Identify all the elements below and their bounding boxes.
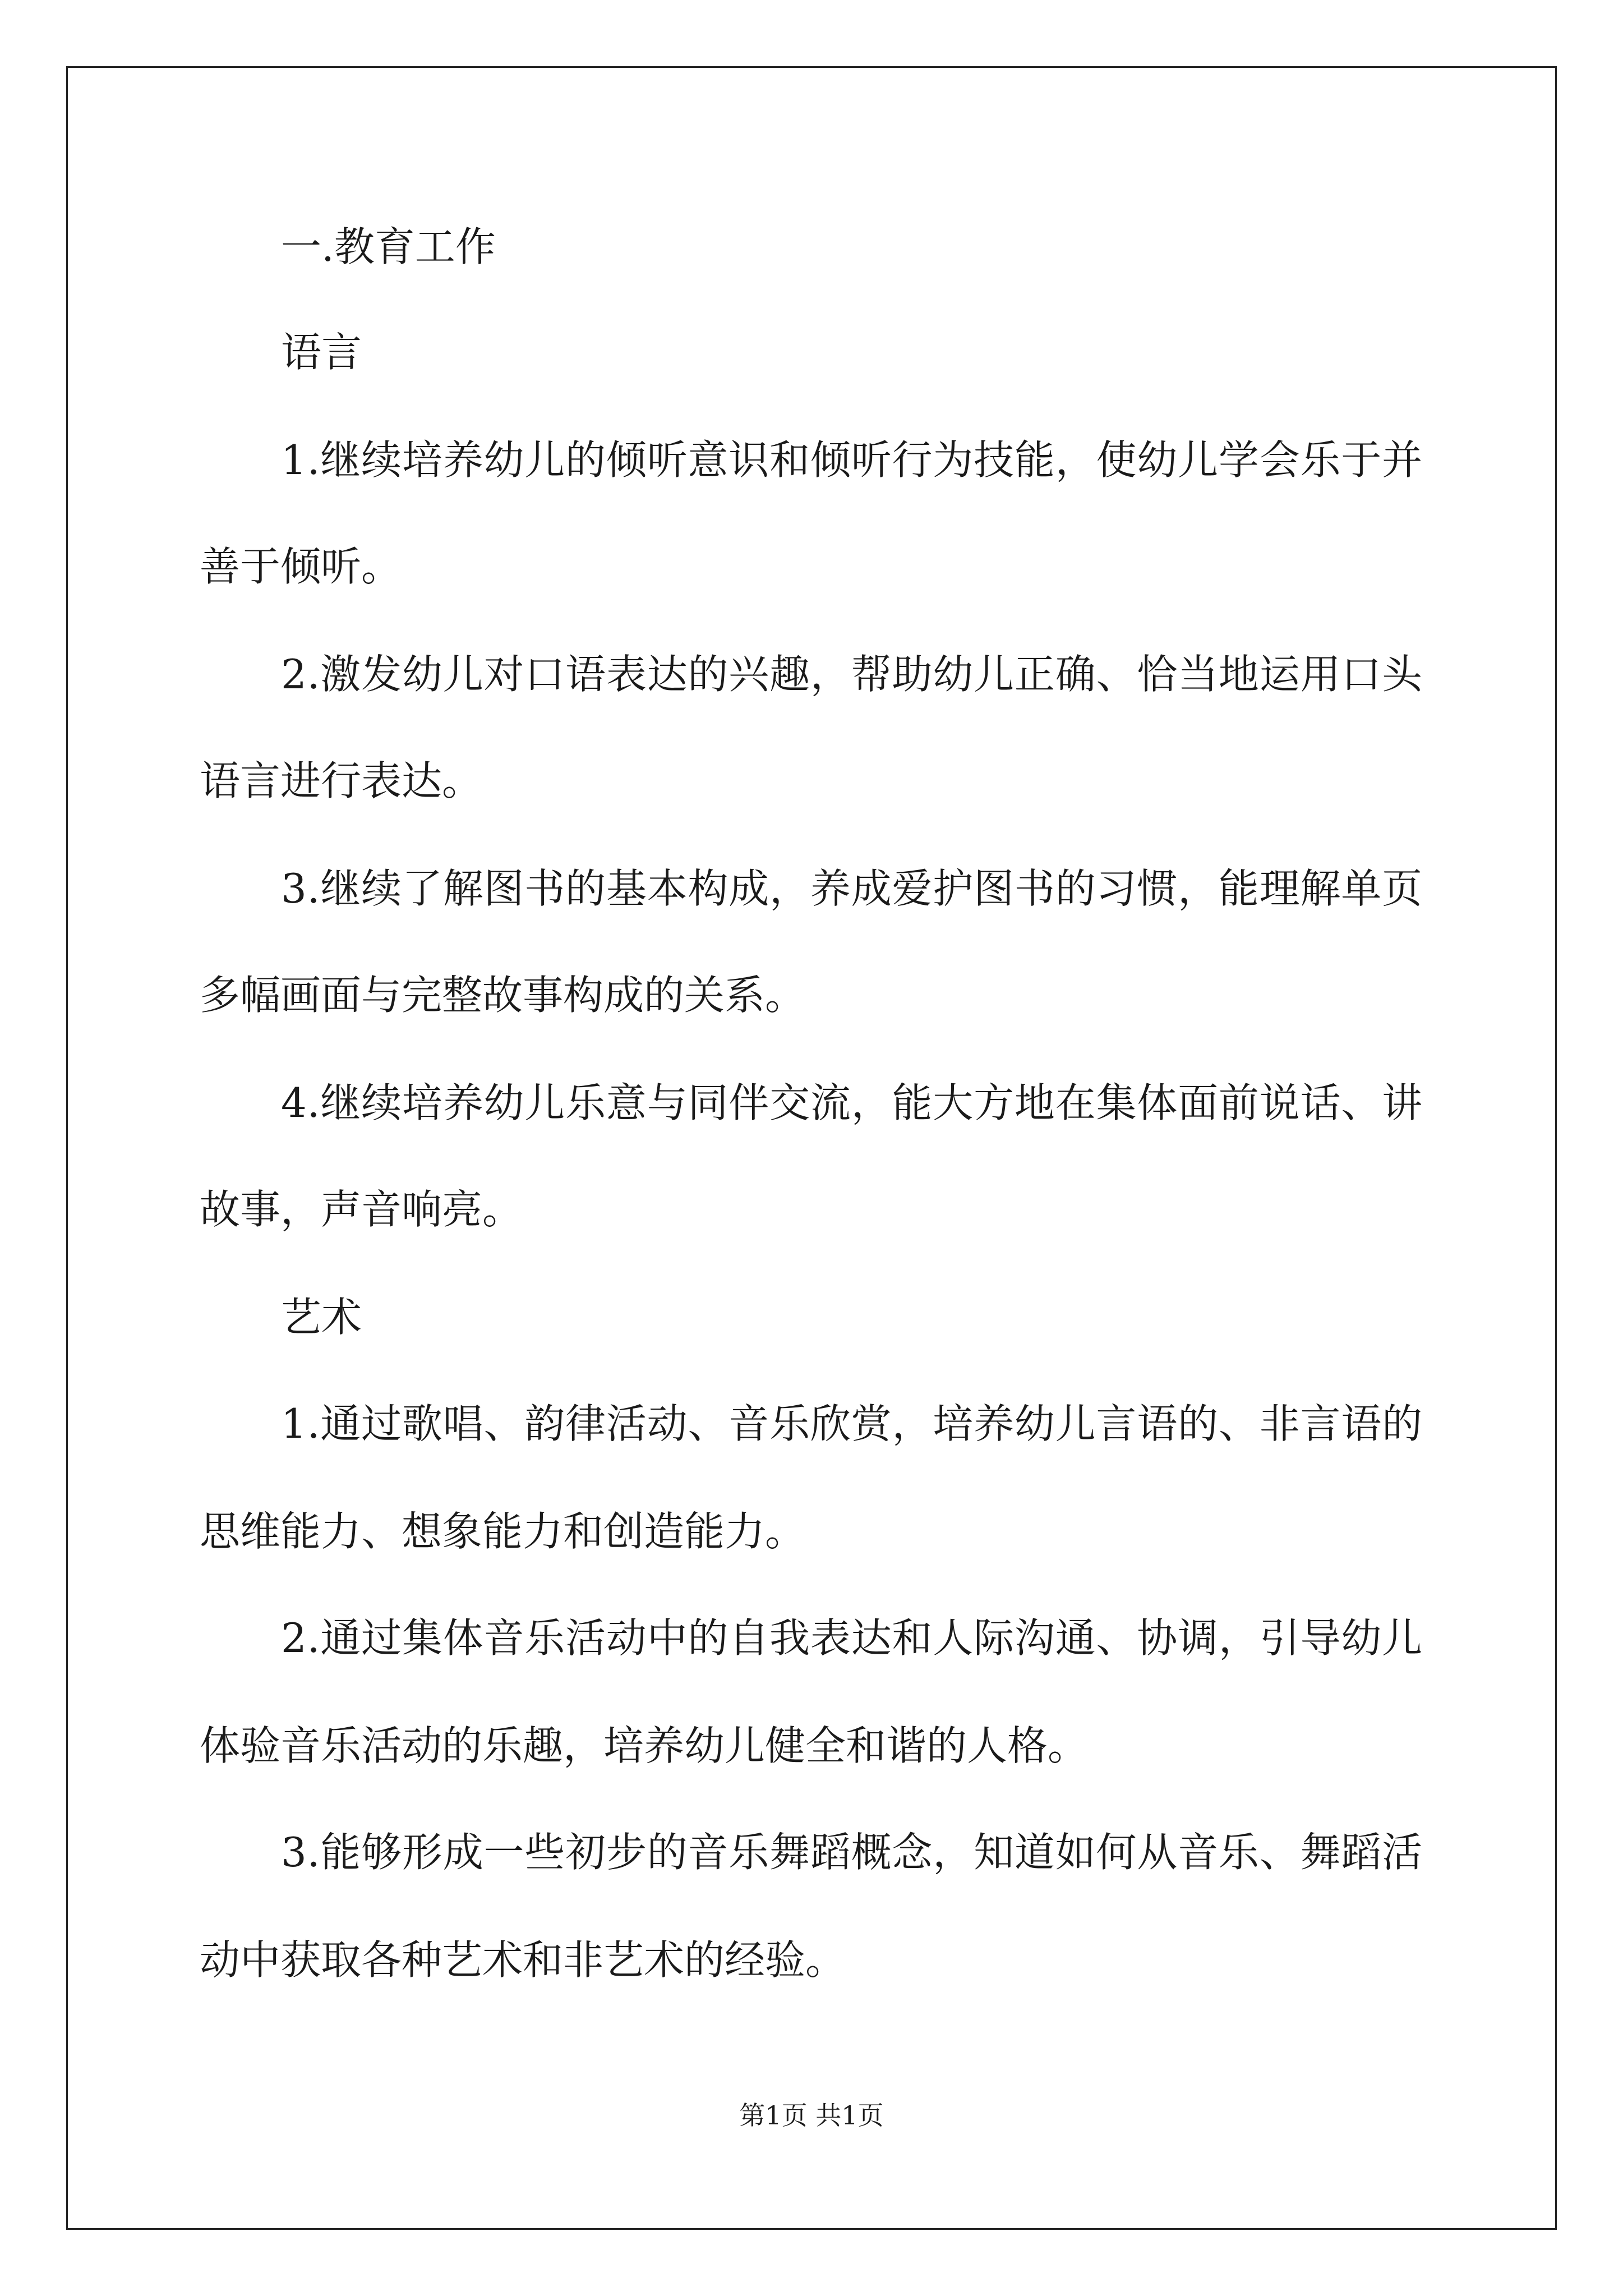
- paragraph-line: 3.能够形成一些初步的音乐舞蹈概念，知道如何从音乐、舞蹈活: [281, 1829, 1423, 1876]
- page-border: [66, 66, 1557, 2230]
- paragraph-line: 2.激发幼儿对口语表达的兴趣，帮助幼儿正确、恰当地运用口头: [281, 651, 1423, 698]
- page-number-footer: 第1页 共1页: [739, 2100, 884, 2131]
- paragraph-line: 3.继续了解图书的基本构成，养成爱护图书的习惯，能理解单页: [281, 865, 1423, 912]
- paragraph-line: 1.通过歌唱、韵律活动、音乐欣赏，培养幼儿言语的、非言语的: [281, 1400, 1423, 1447]
- paragraph-line: 思维能力、想象能力和创造能力。: [200, 1508, 806, 1555]
- paragraph-line: 善于倾听。: [200, 543, 402, 590]
- subheading-art: 艺术: [281, 1294, 362, 1341]
- subheading-language: 语言: [281, 329, 362, 376]
- paragraph-line: 动中获取各种艺术和非艺术的经验。: [200, 1936, 846, 1984]
- paragraph-line: 4.继续培养幼儿乐意与同伴交流，能大方地在集体面前说话、讲: [281, 1079, 1423, 1126]
- section-heading: 一.教育工作: [281, 223, 496, 270]
- paragraph-line: 多幅画面与完整故事构成的关系。: [200, 972, 806, 1019]
- paragraph-line: 语言进行表达。: [200, 757, 483, 804]
- paragraph-line: 故事，声音响亮。: [200, 1186, 523, 1233]
- paragraph-line: 2.通过集体音乐活动中的自我表达和人际沟通、协调，引导幼儿: [281, 1614, 1423, 1662]
- paragraph-line: 体验音乐活动的乐趣，培养幼儿健全和谐的人格。: [200, 1722, 1089, 1769]
- paragraph-line: 1.继续培养幼儿的倾听意识和倾听行为技能，使幼儿学会乐于并: [281, 436, 1423, 484]
